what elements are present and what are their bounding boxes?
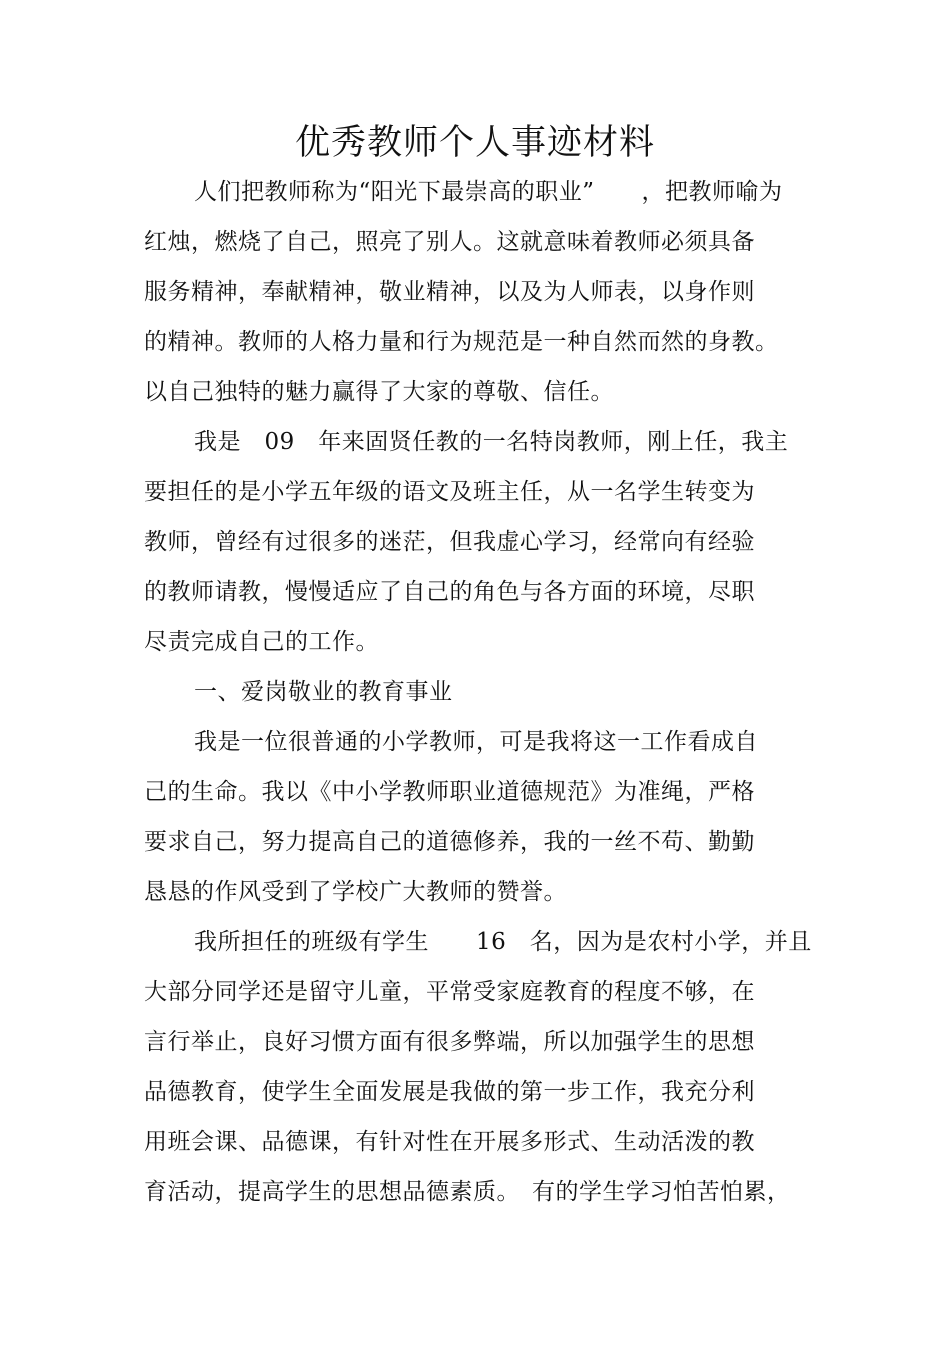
paragraph-line: 大部分同学还是留守儿童，平常受家庭教育的程度不够，在 (144, 979, 755, 1005)
paragraph-line: 尽责完成自己的工作。 (144, 629, 379, 655)
paragraph-line: 红烛，燃烧了自己，照亮了别人。这就意味着教师必须具备 (144, 229, 755, 255)
paragraph-line: 品德教育，使学生全面发展是我做的第一步工作，我充分利 (144, 1079, 755, 1105)
paragraph-line: 恳恳的作风受到了学校广大教师的赞誉。 (144, 879, 567, 905)
document-title: 优秀教师个人事迹材料 (294, 123, 655, 163)
paragraph-line: 我所担任的班级有学生 16 名，因为是农村小学，并且 (194, 929, 812, 955)
paragraph-line: 己的生命。我以《中小学教师职业道德规范》为准绳，严格 (144, 779, 755, 805)
paragraph-line: 的教师请教，慢慢适应了自己的角色与各方面的环境，尽职 (144, 579, 755, 605)
paragraph-line: 我是一位很普通的小学教师，可是我将这一工作看成自 (194, 729, 758, 755)
paragraph-line: 言行举止，良好习惯方面有很多弊端，所以加强学生的思想 (144, 1029, 755, 1055)
paragraph-line: 我是 09 年来固贤任教的一名特岗教师，刚上任，我主 (194, 429, 789, 455)
paragraph-line: 用班会课、品德课，有针对性在开展多形式、生动活泼的教 (144, 1129, 755, 1155)
paragraph-line: 育活动，提高学生的思想品德素质。 有的学生学习怕苦怕累， (144, 1179, 791, 1205)
paragraph-line: 的精神。教师的人格力量和行为规范是一种自然而然的身教。 (144, 329, 779, 355)
paragraph-line: 要担任的是小学五年级的语文及班主任，从一名学生转变为 (144, 479, 755, 505)
paragraph-line: 人们把教师称为“阳光下最崇高的职业” ，把教师喻为 (194, 179, 783, 205)
paragraph-line: 教师，曾经有过很多的迷茫，但我虚心学习，经常向有经验 (144, 529, 755, 555)
paragraph-line: 要求自己，努力提高自己的道德修养，我的一丝不苟、勤勤 (144, 829, 755, 855)
paragraph-line: 以自己独特的魅力赢得了大家的尊敬、信任。 (144, 379, 614, 405)
section-heading: 一、爱岗敬业的教育事业 (194, 679, 453, 705)
paragraph-line: 服务精神，奉献精神，敬业精神，以及为人师表，以身作则 (144, 279, 755, 305)
